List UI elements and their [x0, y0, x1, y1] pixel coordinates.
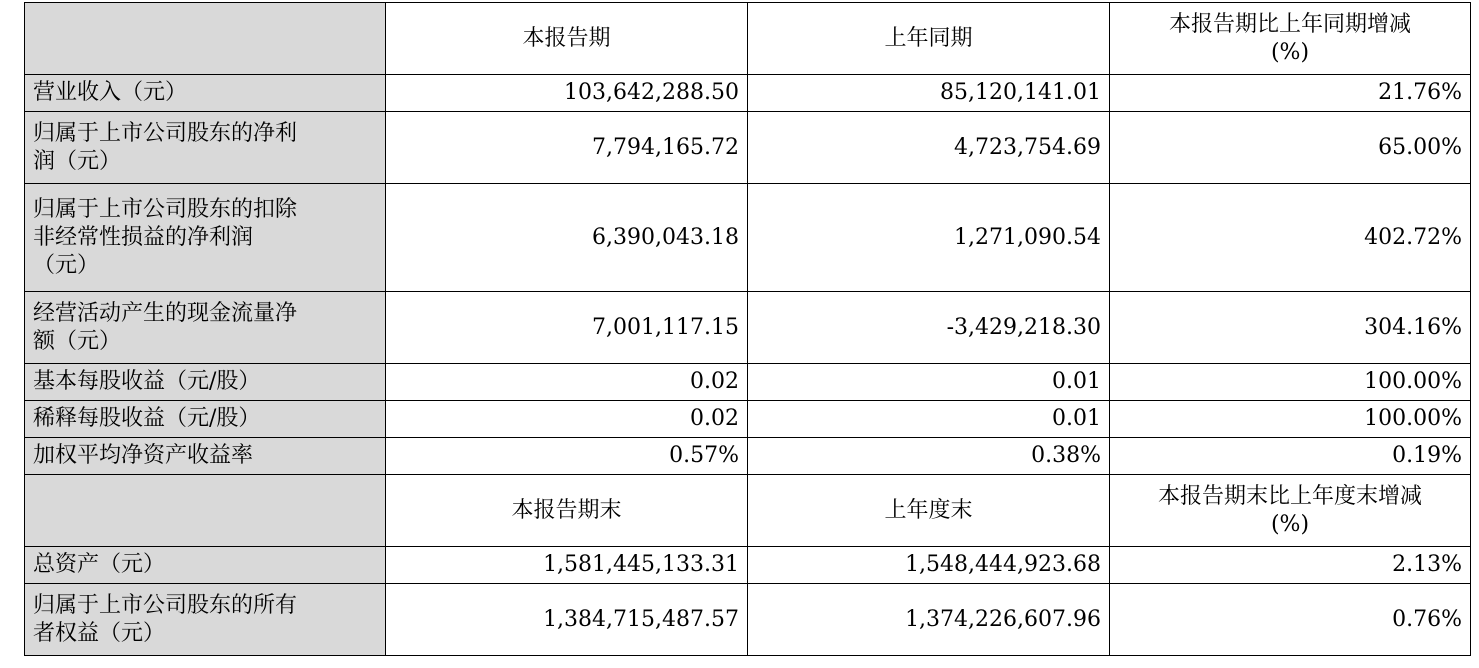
header-row-period [25, 3, 1471, 75]
change-value: 2.13% [1110, 547, 1471, 584]
current-value: 7,001,117.15 [386, 292, 748, 364]
change-value: 402.72% [1110, 184, 1471, 292]
current-value: 1,581,445,133.31 [386, 547, 748, 584]
header-change-period [1110, 3, 1471, 75]
prior-value: 85,120,141.01 [748, 75, 1110, 112]
table-row [25, 438, 1471, 475]
prior-value: 1,548,444,923.68 [748, 547, 1110, 584]
header-prior-year-end: 上年度末 [748, 475, 1110, 547]
change-value: 304.16% [1110, 292, 1471, 364]
change-value: 65.00% [1110, 112, 1471, 184]
prior-value: 0.38% [748, 438, 1110, 475]
change-value: 21.76% [1110, 75, 1471, 112]
current-value: 0.57% [386, 438, 748, 475]
header-current-period: 本报告期 [386, 3, 748, 75]
row-label: 稀释每股收益（元/股） [25, 401, 386, 438]
header-corner-cell [25, 3, 386, 75]
current-value: 7,794,165.72 [386, 112, 748, 184]
financial-summary-table [24, 2, 1471, 656]
header-row-period-end [25, 475, 1471, 547]
header-change-label: 本报告期比上年同期增减 [1168, 11, 1411, 37]
current-value: 1,384,715,487.57 [386, 584, 748, 656]
prior-value: 1,271,090.54 [748, 184, 1110, 292]
table-row [25, 547, 1471, 584]
prior-value: 0.01 [748, 401, 1110, 438]
current-value: 0.02 [386, 401, 748, 438]
header-change-label: 本报告期末比上年度末增减 [1157, 483, 1422, 509]
table-row [25, 401, 1471, 438]
header-change-unit: (%) [1270, 39, 1310, 65]
change-value: 0.19% [1110, 438, 1471, 475]
table-row [25, 292, 1471, 364]
header-current-period-end: 本报告期末 [386, 475, 748, 547]
row-label: 经营活动产生的现金流量净 额（元） [25, 292, 386, 364]
prior-value: -3,429,218.30 [748, 292, 1110, 364]
change-value: 100.00% [1110, 364, 1471, 401]
current-value: 6,390,043.18 [386, 184, 748, 292]
prior-value: 0.01 [748, 364, 1110, 401]
change-value: 0.76% [1110, 584, 1471, 656]
row-label: 基本每股收益（元/股） [25, 364, 386, 401]
table-row [25, 364, 1471, 401]
table-row [25, 112, 1471, 184]
row-label: 营业收入（元） [25, 75, 386, 112]
header-change-period-end [1110, 475, 1471, 547]
change-value: 100.00% [1110, 401, 1471, 438]
prior-value: 1,374,226,607.96 [748, 584, 1110, 656]
header-prior-period: 上年同期 [748, 3, 1110, 75]
current-value: 0.02 [386, 364, 748, 401]
header-change-unit: (%) [1270, 511, 1310, 537]
table-row [25, 584, 1471, 656]
prior-value: 4,723,754.69 [748, 112, 1110, 184]
header-corner-cell [25, 475, 386, 547]
row-label: 归属于上市公司股东的净利 润（元） [25, 112, 386, 184]
table-row [25, 184, 1471, 292]
row-label: 归属于上市公司股东的所有 者权益（元） [25, 584, 386, 656]
row-label: 归属于上市公司股东的扣除 非经常性损益的净利润 （元） [25, 184, 386, 292]
current-value: 103,642,288.50 [386, 75, 748, 112]
row-label: 加权平均净资产收益率 [25, 438, 386, 475]
table-row [25, 75, 1471, 112]
row-label: 总资产（元） [25, 547, 386, 584]
